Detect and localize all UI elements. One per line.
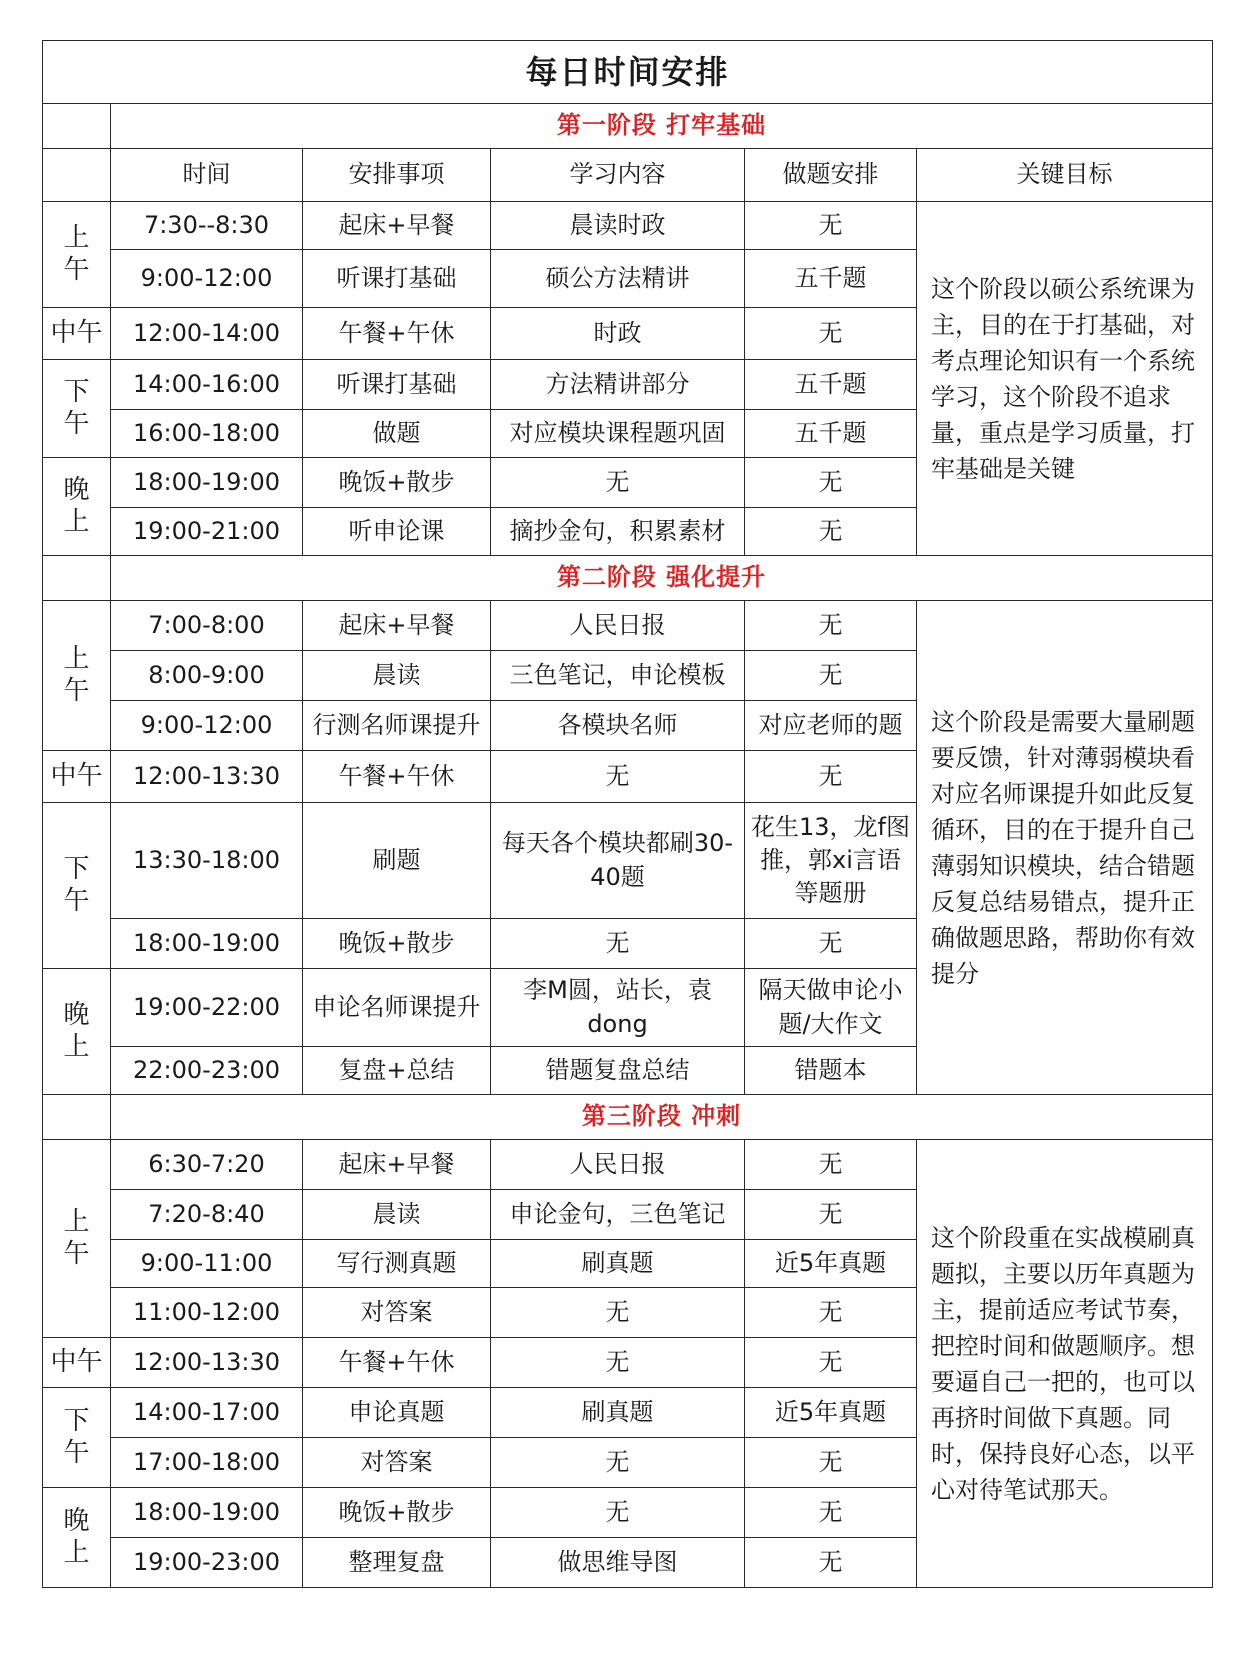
- practice-cell: 无: [745, 458, 917, 508]
- period-label: 下午: [43, 1388, 111, 1488]
- time-cell: 22:00-23:00: [111, 1047, 303, 1095]
- time-cell: 19:00-23:00: [111, 1538, 303, 1588]
- item-cell: 听申论课: [303, 508, 491, 556]
- key-goal-cell: 这个阶段是需要大量刷题要反馈，针对薄弱模块看对应名师课提升如此反复循环，目的在于提升自己薄弱知识模块，结合错题反复总结易错点，提升正确做题思路，帮助你有效提分: [917, 601, 1213, 1095]
- item-cell: 申论名师课提升: [303, 969, 491, 1047]
- content-cell: 无: [491, 458, 745, 508]
- practice-cell: 五千题: [745, 410, 917, 458]
- practice-cell: 无: [745, 1488, 917, 1538]
- practice-cell: 花生13，龙f图推，郭xi言语等题册: [745, 803, 917, 919]
- item-cell: 复盘+总结: [303, 1047, 491, 1095]
- content-cell: 晨读时政: [491, 202, 745, 250]
- practice-cell: 无: [745, 1538, 917, 1588]
- content-cell: 硕公方法精讲: [491, 250, 745, 308]
- time-cell: 14:00-16:00: [111, 360, 303, 410]
- header-spacer-cell: [43, 149, 111, 202]
- table-row: [43, 202, 1213, 250]
- content-cell: 人民日报: [491, 1140, 745, 1190]
- time-cell: 7:00-8:00: [111, 601, 303, 651]
- period-label: 晚上: [43, 458, 111, 556]
- practice-cell: 无: [745, 308, 917, 360]
- time-cell: 18:00-19:00: [111, 919, 303, 969]
- period-label: 晚上: [43, 969, 111, 1095]
- time-cell: 9:00-12:00: [111, 250, 303, 308]
- content-cell: 做思维导图: [491, 1538, 745, 1588]
- item-cell: 申论真题: [303, 1388, 491, 1438]
- content-cell: 人民日报: [491, 601, 745, 651]
- content-cell: 对应模块课程题巩固: [491, 410, 745, 458]
- practice-cell: 对应老师的题: [745, 701, 917, 751]
- content-cell: 时政: [491, 308, 745, 360]
- key-goal-cell: 这个阶段以硕公系统课为主，目的在于打基础，对考点理论知识有一个系统学习，这个阶段不追求量，重点是学习质量，打牢基础是关键: [917, 202, 1213, 556]
- column-header: 安排事项: [303, 149, 491, 202]
- content-cell: 摘抄金句，积累素材: [491, 508, 745, 556]
- item-cell: 刷题: [303, 803, 491, 919]
- practice-cell: 无: [745, 651, 917, 701]
- content-cell: 刷真题: [491, 1388, 745, 1438]
- period-label: 下午: [43, 360, 111, 458]
- item-cell: 写行测真题: [303, 1240, 491, 1288]
- key-goal-cell: 这个阶段重在实战模刷真题拟，主要以历年真题为主，提前适应考试节奏，把控时间和做题顺序。想要逼自己一把的，也可以再挤时间做下真题。同时，保持良好心态，以平心对待笔试那天。: [917, 1140, 1213, 1588]
- period-label: 中午: [43, 308, 111, 360]
- table-row: [43, 1140, 1213, 1190]
- item-cell: 对答案: [303, 1438, 491, 1488]
- time-cell: 6:30-7:20: [111, 1140, 303, 1190]
- practice-cell: 无: [745, 1190, 917, 1240]
- period-label: 中午: [43, 751, 111, 803]
- content-cell: 方法精讲部分: [491, 360, 745, 410]
- practice-cell: 无: [745, 1338, 917, 1388]
- practice-cell: 无: [745, 1140, 917, 1190]
- stage-spacer-cell: [43, 1095, 111, 1140]
- item-cell: 晚饭+散步: [303, 458, 491, 508]
- period-label: 上午: [43, 202, 111, 308]
- practice-cell: 无: [745, 1288, 917, 1338]
- stage-spacer-cell: [43, 556, 111, 601]
- item-cell: 晨读: [303, 1190, 491, 1240]
- content-cell: 无: [491, 751, 745, 803]
- practice-cell: 近5年真题: [745, 1388, 917, 1438]
- item-cell: 晨读: [303, 651, 491, 701]
- column-header: 关键目标: [917, 149, 1213, 202]
- period-label: 上午: [43, 601, 111, 751]
- practice-cell: 错题本: [745, 1047, 917, 1095]
- item-cell: 听课打基础: [303, 360, 491, 410]
- content-cell: 无: [491, 1338, 745, 1388]
- time-cell: 9:00-11:00: [111, 1240, 303, 1288]
- column-header: 做题安排: [745, 149, 917, 202]
- item-cell: 午餐+午休: [303, 1338, 491, 1388]
- time-cell: 9:00-12:00: [111, 701, 303, 751]
- item-cell: 听课打基础: [303, 250, 491, 308]
- practice-cell: 无: [745, 919, 917, 969]
- item-cell: 起床+早餐: [303, 601, 491, 651]
- page-title: 每日时间安排: [43, 41, 1213, 104]
- stage-title: 第一阶段 打牢基础: [111, 104, 1213, 149]
- time-cell: 12:00-14:00: [111, 308, 303, 360]
- time-cell: 16:00-18:00: [111, 410, 303, 458]
- time-cell: 19:00-22:00: [111, 969, 303, 1047]
- practice-cell: 无: [745, 508, 917, 556]
- time-cell: 18:00-19:00: [111, 1488, 303, 1538]
- item-cell: 行测名师课提升: [303, 701, 491, 751]
- practice-cell: 五千题: [745, 250, 917, 308]
- time-cell: 14:00-17:00: [111, 1388, 303, 1438]
- item-cell: 晚饭+散步: [303, 1488, 491, 1538]
- stage-title: 第三阶段 冲刺: [111, 1095, 1213, 1140]
- time-cell: 7:20-8:40: [111, 1190, 303, 1240]
- content-cell: 无: [491, 1488, 745, 1538]
- time-cell: 19:00-21:00: [111, 508, 303, 556]
- content-cell: 李M圆，站长，袁dong: [491, 969, 745, 1047]
- practice-cell: 隔天做申论小题/大作文: [745, 969, 917, 1047]
- content-cell: 无: [491, 1438, 745, 1488]
- time-cell: 8:00-9:00: [111, 651, 303, 701]
- time-cell: 17:00-18:00: [111, 1438, 303, 1488]
- daily-schedule-table: [42, 40, 1213, 1588]
- content-cell: 无: [491, 919, 745, 969]
- item-cell: 整理复盘: [303, 1538, 491, 1588]
- practice-cell: 无: [745, 601, 917, 651]
- period-label: 下午: [43, 803, 111, 969]
- period-label: 上午: [43, 1140, 111, 1338]
- content-cell: 每天各个模块都刷30-40题: [491, 803, 745, 919]
- table-row: [43, 601, 1213, 651]
- period-label: 晚上: [43, 1488, 111, 1588]
- content-cell: 各模块名师: [491, 701, 745, 751]
- column-header: 学习内容: [491, 149, 745, 202]
- content-cell: 无: [491, 1288, 745, 1338]
- item-cell: 午餐+午休: [303, 308, 491, 360]
- time-cell: 11:00-12:00: [111, 1288, 303, 1338]
- practice-cell: 无: [745, 751, 917, 803]
- content-cell: 错题复盘总结: [491, 1047, 745, 1095]
- item-cell: 起床+早餐: [303, 202, 491, 250]
- item-cell: 起床+早餐: [303, 1140, 491, 1190]
- content-cell: 申论金句，三色笔记: [491, 1190, 745, 1240]
- time-cell: 13:30-18:00: [111, 803, 303, 919]
- stage-spacer-cell: [43, 104, 111, 149]
- practice-cell: 无: [745, 1438, 917, 1488]
- item-cell: 做题: [303, 410, 491, 458]
- time-cell: 7:30--8:30: [111, 202, 303, 250]
- stage-title: 第二阶段 强化提升: [111, 556, 1213, 601]
- time-cell: 12:00-13:30: [111, 751, 303, 803]
- item-cell: 晚饭+散步: [303, 919, 491, 969]
- time-cell: 12:00-13:30: [111, 1338, 303, 1388]
- content-cell: 刷真题: [491, 1240, 745, 1288]
- time-cell: 18:00-19:00: [111, 458, 303, 508]
- practice-cell: 无: [745, 202, 917, 250]
- period-label: 中午: [43, 1338, 111, 1388]
- practice-cell: 五千题: [745, 360, 917, 410]
- item-cell: 对答案: [303, 1288, 491, 1338]
- item-cell: 午餐+午休: [303, 751, 491, 803]
- content-cell: 三色笔记，申论模板: [491, 651, 745, 701]
- column-header: 时间: [111, 149, 303, 202]
- practice-cell: 近5年真题: [745, 1240, 917, 1288]
